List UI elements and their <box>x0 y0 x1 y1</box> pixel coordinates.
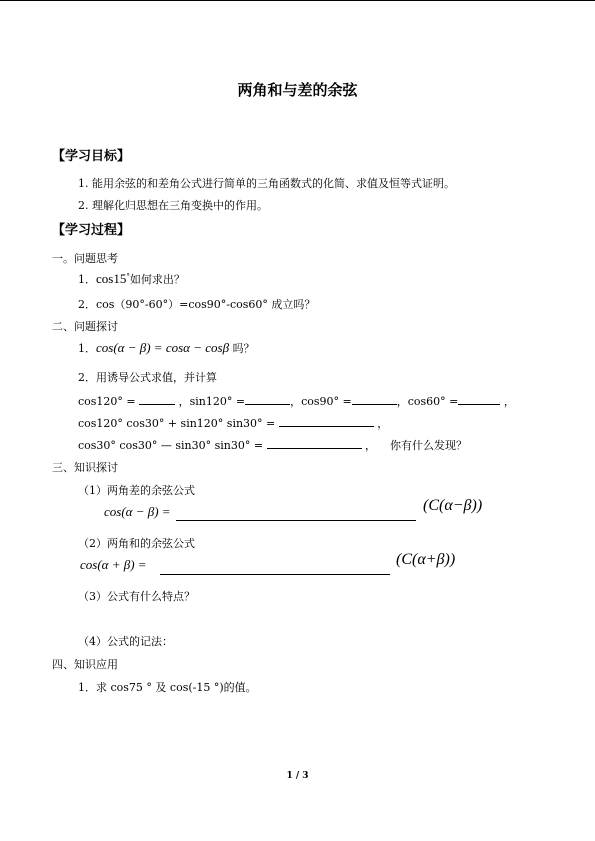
formula-cos-sum: cos(α + β) = <box>80 557 147 572</box>
section-2-title: 二、问题探讨 <box>52 320 118 333</box>
answer-blank[interactable] <box>139 403 175 405</box>
s2-calc-row-2: cos120° cos30° + sin120° sin30° = ， <box>78 417 389 430</box>
s3-point-2: （2）两角和的余弦公式 <box>78 537 195 550</box>
goal-item-1: 1. 能用余弦的和差角公式进行简单的三角函数式的化简、求值及恒等式证明。 <box>78 177 455 190</box>
s1-question-2: 2．cos（90°-60°）=cos90°-cos60° 成立吗？ <box>78 298 316 311</box>
s3-point-4: （4）公式的记法： <box>78 635 173 648</box>
page-top-border <box>0 0 595 1</box>
answer-blank[interactable] <box>352 403 397 405</box>
answer-blank[interactable] <box>279 425 374 427</box>
answer-blank[interactable] <box>458 403 500 405</box>
label-c-difference: (C(α−β)) <box>423 497 483 514</box>
section-3-title: 三、知识探讨 <box>52 461 118 474</box>
answer-blank[interactable] <box>267 447 362 449</box>
s2-calc-row-1: cos120° = ，sin120° = ，cos90° = ，cos60° = ， <box>78 395 515 408</box>
label-c-sum: (C(α+β)) <box>396 551 456 568</box>
s2-question-1: 1．cos(α − β) = cosα − cosβ 吗？ <box>78 340 255 355</box>
section-4-title: 四、知识应用 <box>52 658 118 671</box>
s2-question-2: 2．用诱导公式求值，并计算 <box>78 371 217 384</box>
s3-point-3: （3）公式有什么特点？ <box>78 590 195 603</box>
answer-blank[interactable] <box>245 403 290 405</box>
goals-heading: 【学习目标】 <box>52 149 131 164</box>
section-1-title: 一。问题思考 <box>52 252 118 265</box>
answer-line[interactable] <box>176 520 416 521</box>
s2-calc-row-3: cos30° cos30° — sin30° sin30° = ， 你有什么发现？ <box>78 439 468 452</box>
process-heading: 【学习过程】 <box>52 223 131 238</box>
goal-item-2: 2. 理解化归思想在三角变换中的作用。 <box>78 199 268 212</box>
answer-line[interactable] <box>160 574 390 575</box>
s1-question-1: 1．cos15°如何求出？ <box>78 271 185 286</box>
s3-point-1: （1）两角差的余弦公式 <box>78 484 195 497</box>
s4-question-1: 1．求 cos75 ° 及 cos(-15 °)的值。 <box>78 681 257 694</box>
page-title: 两角和与差的余弦 <box>237 81 358 99</box>
page-number: 1 / 3 <box>286 771 309 781</box>
formula-cos-difference: cos(α − β) = <box>104 504 171 519</box>
